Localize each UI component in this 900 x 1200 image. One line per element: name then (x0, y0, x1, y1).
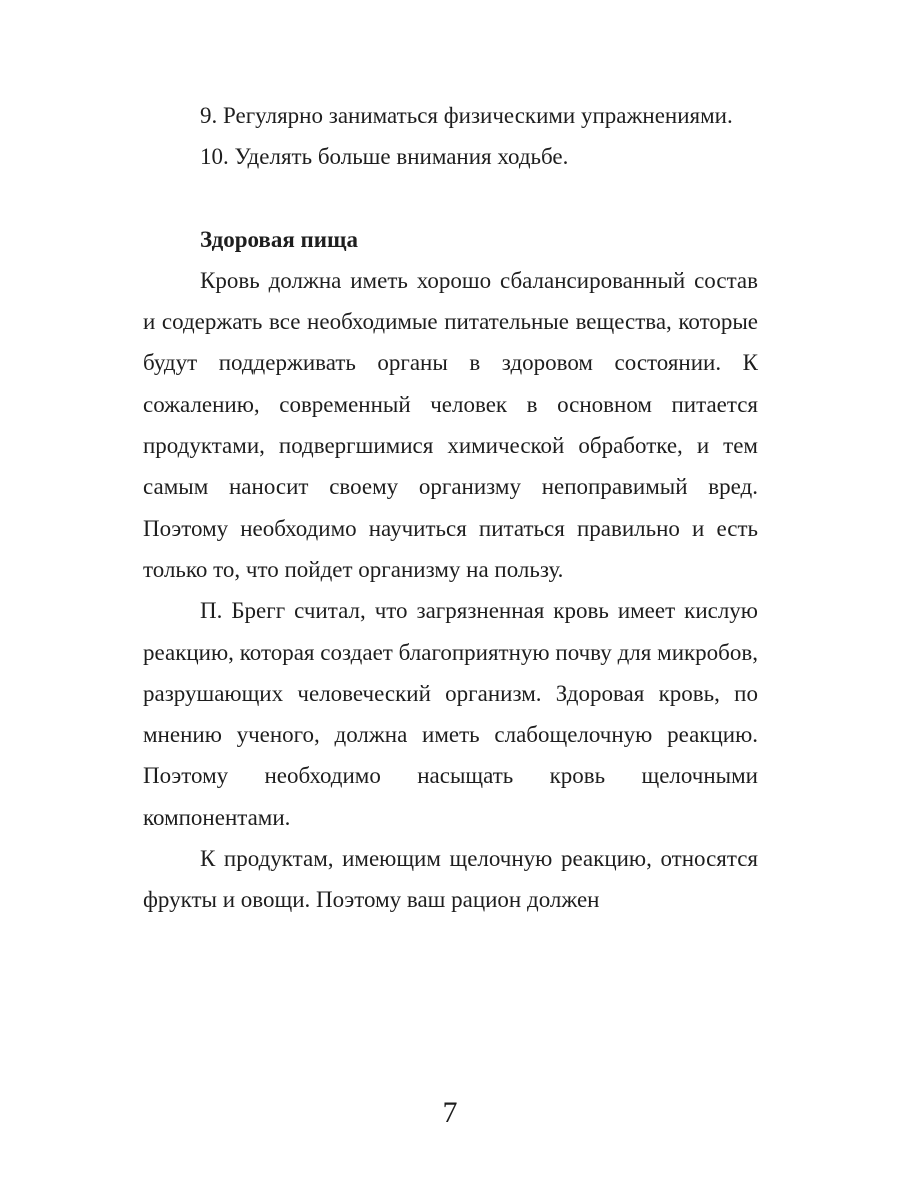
list-item-9: 9. Регулярно заниматься физическими упражнениями. (200, 103, 733, 128)
page-body (143, 95, 758, 921)
paragraph-1: Кровь должна иметь хорошо сбалансированный состав и содержать все необходимые питательные вещества, которые будут поддерживать органы в здоровом состоянии. К сожалению, современный человек в основном питается продуктами, подвергшимися химической обработке, и тем самым наносит своему организму непоправимый вред. Поэтому необходимо научиться питаться правильно и есть только то, что пойдет организму на пользу. (143, 267, 758, 582)
page-number: 7 (442, 1096, 458, 1129)
list-item-10: 10. Уделять больше внимания ходьбе. (200, 144, 569, 170)
paragraph-2: П. Брегг считал, что загрязненная кровь имеет кислую реакцию, которая создает благоприятную почву для микробов, разрушающих человеческий организм. Здоровая кровь, по мнению ученого, должна иметь слабощелочную реакцию. Поэтому необходимо насыщать кровь щелочными компонентами. (143, 598, 758, 830)
section-spacer (143, 178, 758, 219)
paragraph-3: К продуктам, имеющим щелочную реакцию, относятся фрукты и овощи. Поэтому ваш рацион должен (143, 846, 758, 913)
section-heading: Здоровая пища (200, 226, 358, 252)
